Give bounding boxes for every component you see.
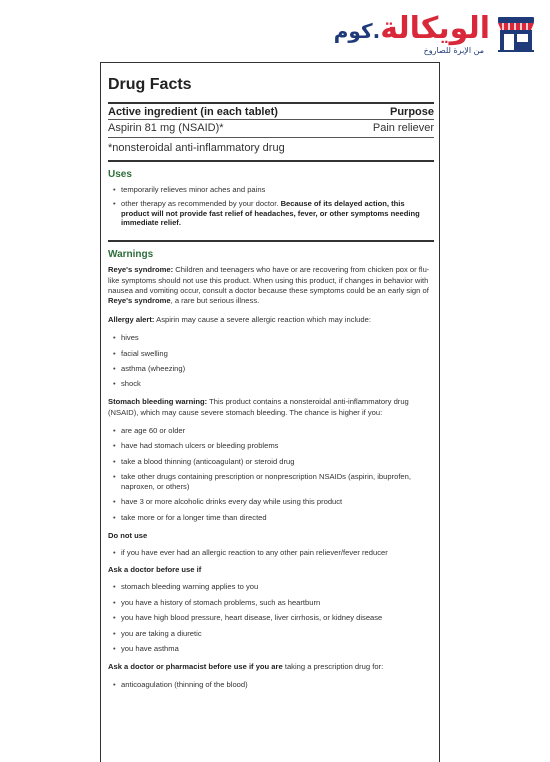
list-item: • you are taking a diuretic bbox=[121, 629, 434, 639]
uses-title: Uses bbox=[108, 169, 132, 180]
list-item: • take a blood thinning (anticoagulant) or steroid drug bbox=[121, 457, 434, 467]
do-not-use-list bbox=[108, 548, 434, 558]
list-item: • take more or for a longer time than directed bbox=[121, 513, 434, 523]
purpose-label: Purpose bbox=[389, 106, 434, 118]
active-ingredient-label: Active ingredient (in each tablet) bbox=[108, 106, 278, 118]
ingredient-value: Aspirin 81 mg (NSAID)* bbox=[108, 122, 224, 134]
list-item: • you have high blood pressure, heart disease, liver cirrhosis, or kidney disease bbox=[121, 613, 434, 623]
drug-facts-title: Drug Facts bbox=[108, 63, 434, 104]
list-item: • shock bbox=[121, 379, 434, 389]
list-item bbox=[121, 199, 434, 228]
uses-list bbox=[108, 185, 434, 228]
list-item: • if you have ever had an allergic reaction to any other pain reliever/fever reducer bbox=[121, 548, 434, 558]
allergy-paragraph bbox=[108, 315, 434, 325]
warnings-section bbox=[108, 242, 434, 690]
stomach-text: This product contains a nonsteroidal anti-inflammatory drug (NSAID), which may cause severe stomach bleeding. The chance is higher if you: bbox=[108, 397, 409, 417]
reye-text: Children and teenagers who have or are recovering from chicken pox or flu-like symptoms should not use this product. When using this product, if changes in behavior with nausea and vomiting occur, consult a doctor because these symptoms could be an early sign of bbox=[108, 265, 430, 295]
do-not-use-heading: Do not use bbox=[108, 530, 148, 540]
logo-tagline: من الإبرة للصاروخ bbox=[423, 46, 484, 55]
warnings-title: Warnings bbox=[108, 249, 154, 261]
list-item: • facial swelling bbox=[121, 349, 434, 359]
list-item: • stomach bleeding warning applies to you bbox=[121, 582, 434, 592]
ask-doctor-heading: Ask a doctor before use if bbox=[108, 565, 202, 575]
list-item bbox=[121, 185, 434, 195]
reye-bold: Reye's syndrome bbox=[108, 296, 171, 306]
uses-section bbox=[108, 162, 434, 242]
list-item: • have 3 or more alcoholic drinks every day while using this product bbox=[121, 497, 434, 507]
uses-item-1: temporarily relieves minor aches and pains bbox=[121, 185, 266, 194]
allergy-list bbox=[108, 333, 434, 389]
reye-paragraph bbox=[108, 265, 434, 307]
drug-facts-panel bbox=[100, 62, 440, 762]
reye-label: Reye's syndrome: bbox=[108, 265, 174, 275]
logo-main-text: الويكالة bbox=[380, 11, 490, 46]
logo-text bbox=[333, 11, 490, 55]
reye-end: , a rare but serious illness. bbox=[170, 296, 260, 306]
ask-pharmacist-list bbox=[108, 680, 434, 690]
brand-logo[interactable] bbox=[333, 11, 536, 55]
list-item: • anticoagulation (thinning of the blood) bbox=[121, 680, 434, 690]
uses-item-2-text: other therapy as recommended by your doctor. bbox=[121, 198, 281, 208]
list-item: • have had stomach ulcers or bleeding problems bbox=[121, 441, 434, 451]
list-item: • asthma (wheezing) bbox=[121, 364, 434, 374]
ask-pharmacist-text: taking a prescription drug for: bbox=[282, 661, 384, 671]
list-item: • you have asthma bbox=[121, 644, 434, 654]
list-item: • hives bbox=[121, 333, 434, 343]
list-item: • are age 60 or older bbox=[121, 426, 434, 436]
stomach-list bbox=[108, 426, 434, 523]
ask-pharmacist-paragraph bbox=[108, 662, 434, 672]
list-item: • you have a history of stomach problems, such as heartburn bbox=[121, 598, 434, 608]
storefront-icon bbox=[496, 14, 536, 54]
stomach-label: Stomach bleeding warning: bbox=[108, 397, 208, 407]
ask-pharmacist-bold: Ask a doctor or pharmacist before use if you are bbox=[108, 661, 283, 671]
uses-item-2-bold: Because of its delayed action, this product will not provide fast relief of headaches, fever, or other symptoms needing immediate relief. bbox=[121, 198, 420, 228]
ingredient-footnote: *nonsteroidal anti-inflammatory drug bbox=[108, 137, 434, 162]
active-ingredient-header bbox=[108, 104, 434, 119]
logo-suffix: .كوم bbox=[333, 19, 381, 43]
ask-doctor-list bbox=[108, 582, 434, 653]
stomach-paragraph bbox=[108, 397, 434, 418]
allergy-text: Aspirin may cause a severe allergic reaction which may include: bbox=[154, 314, 371, 324]
logo-main bbox=[333, 11, 490, 46]
ingredient-row bbox=[108, 119, 434, 137]
allergy-label: Allergy alert: bbox=[108, 314, 155, 324]
list-item: • take other drugs containing prescription or nonprescription NSAIDs (aspirin, ibuprofen, naproxen, or others) bbox=[121, 472, 434, 492]
purpose-value: Pain reliever bbox=[372, 122, 434, 134]
